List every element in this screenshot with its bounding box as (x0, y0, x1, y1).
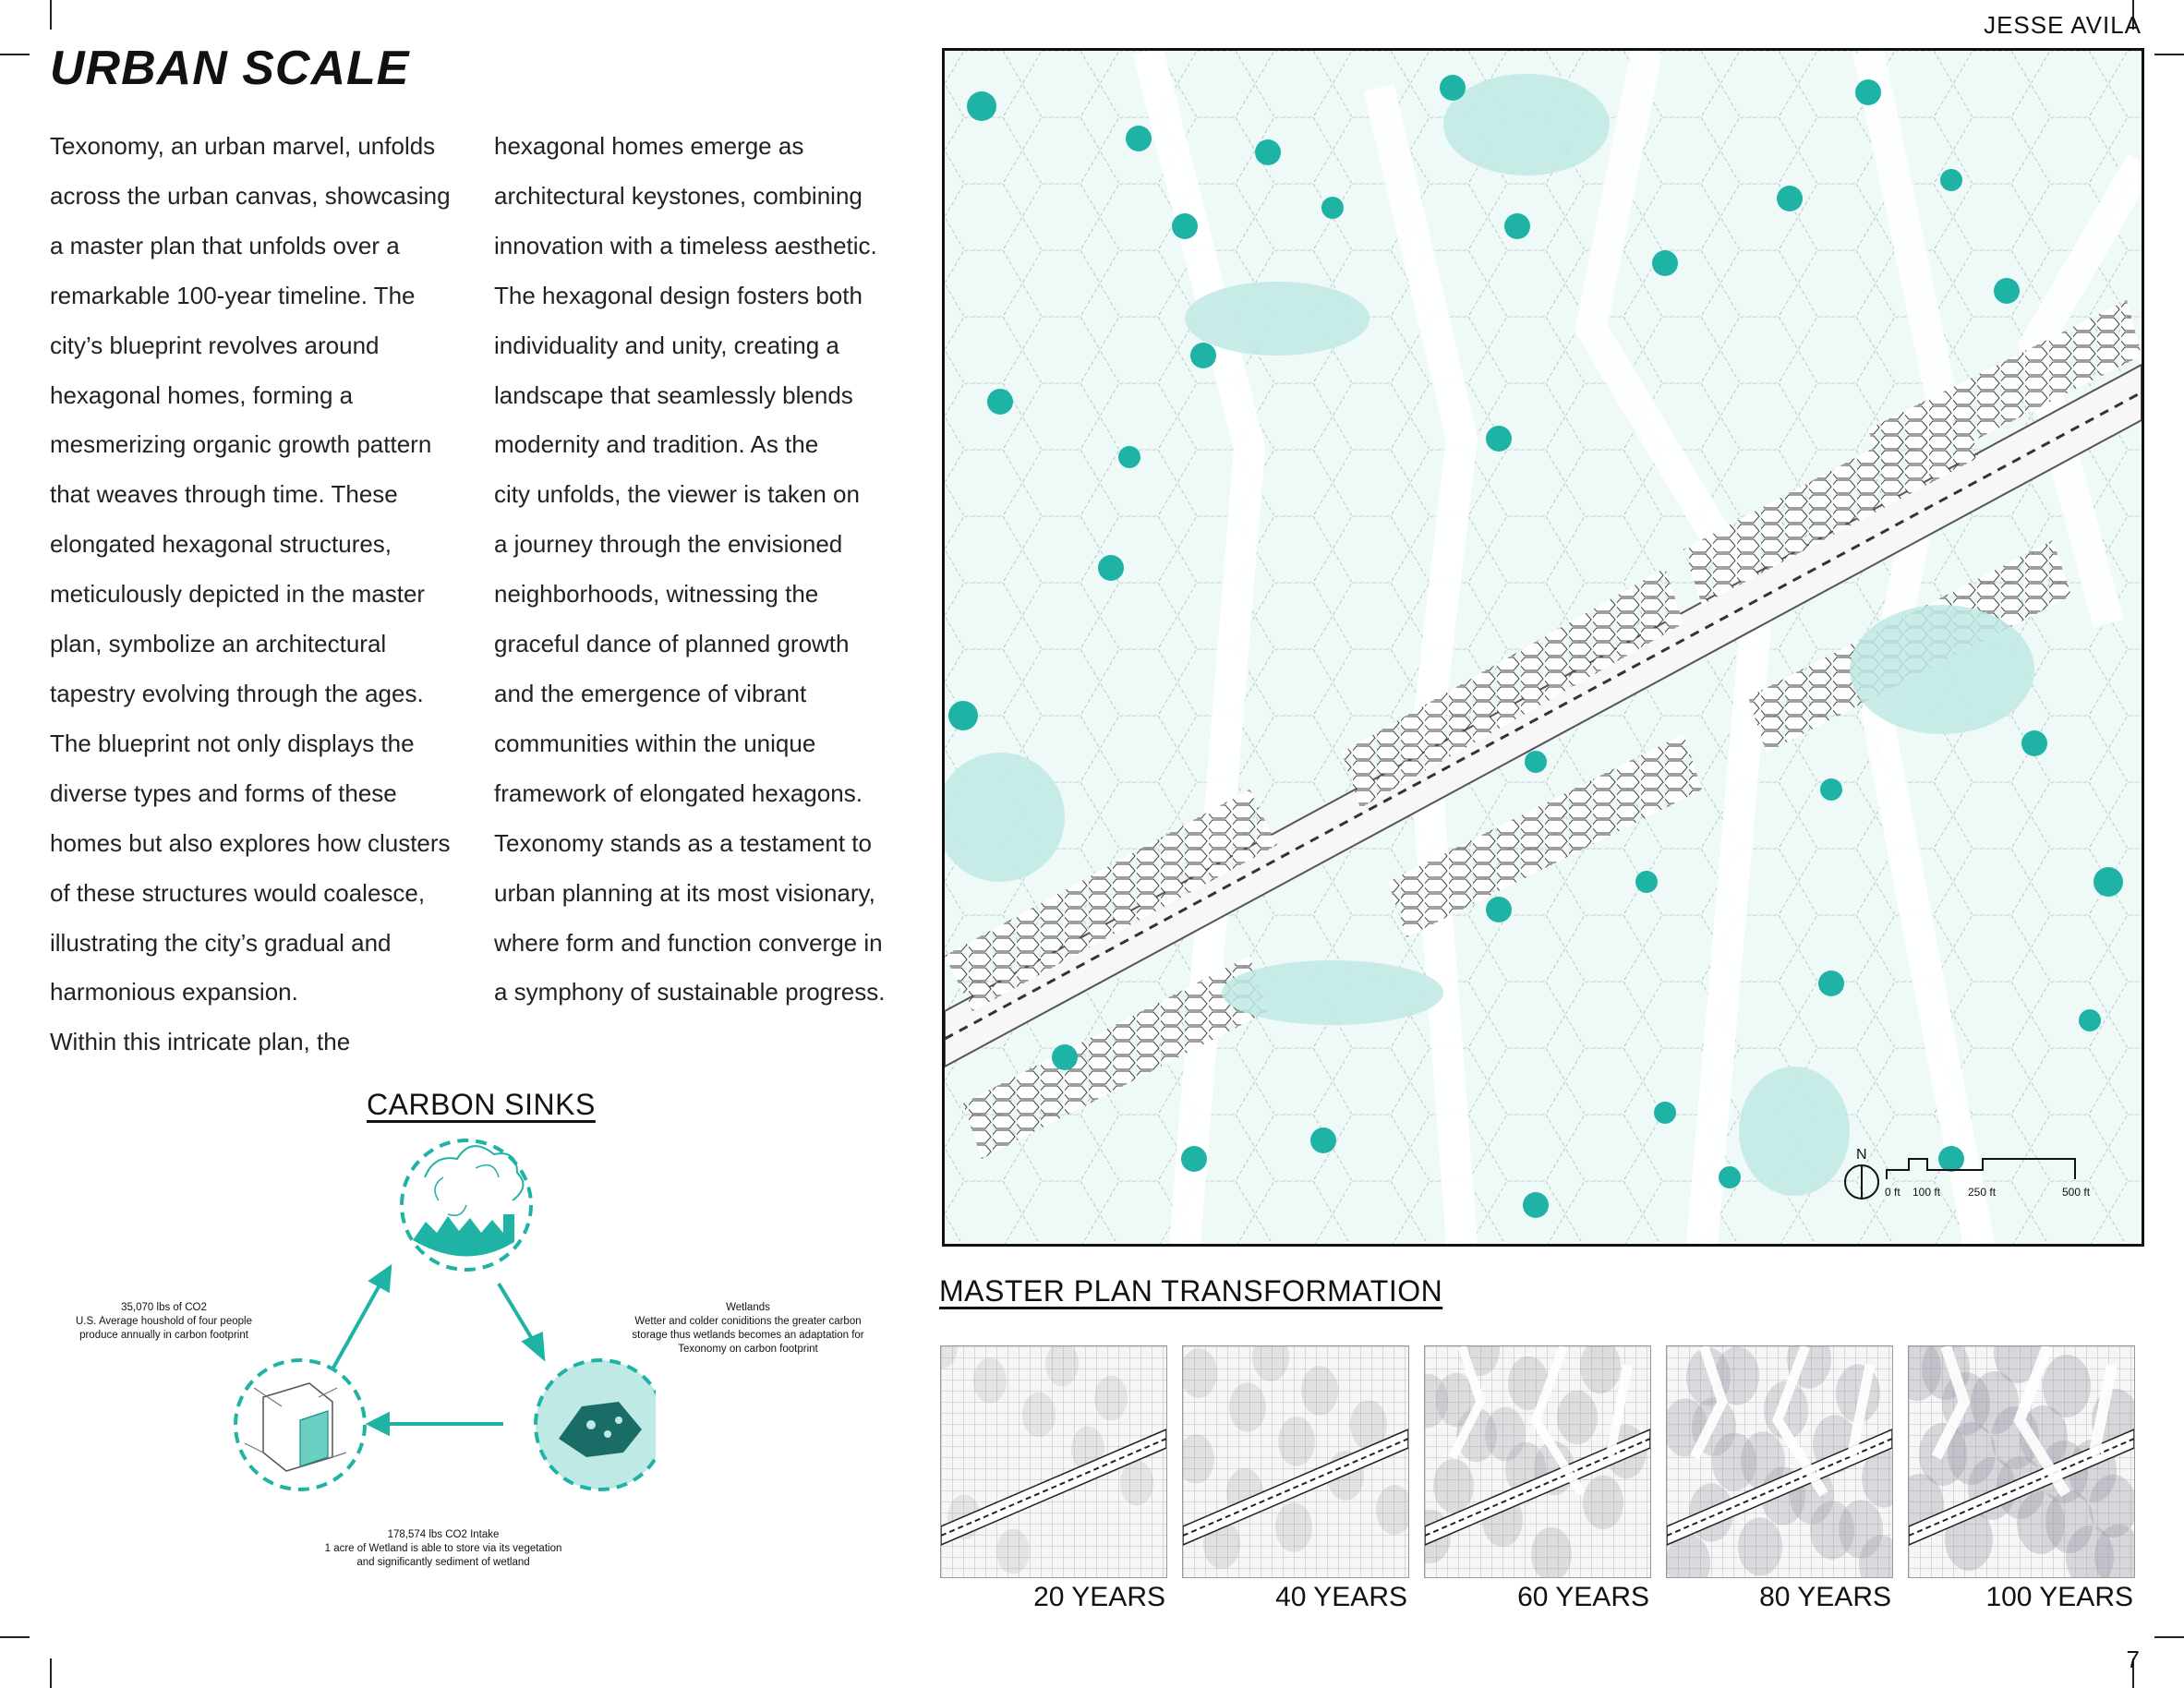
body-text-line: city’s blueprint revolves around (50, 331, 380, 359)
body-text-line: city unfolds, the viewer is taken on (494, 480, 860, 509)
body-text-line: homes but also explores how clusters (50, 828, 451, 857)
body-text-line: communities within the unique (494, 729, 816, 757)
carbon-cycle-diagram (212, 1131, 656, 1519)
intake-desc: 1 acre of Wetland is able to store via its vegetation (324, 1543, 562, 1554)
body-text-line: graceful dance of planned growth (494, 630, 850, 658)
transformation-thumbnail (1666, 1345, 1893, 1578)
crop-mark (2154, 1636, 2184, 1638)
crop-mark (0, 1636, 30, 1638)
body-text-line: hexagonal homes emerge as (494, 132, 804, 160)
household-desc: U.S. Average houshold of four people (76, 1316, 252, 1327)
household-circle (402, 1140, 531, 1270)
body-text-line: plan, symbolize an architectural (50, 630, 387, 658)
transformation-thumbnail (1424, 1345, 1651, 1578)
scale-label: 250 ft (1968, 1186, 1997, 1199)
crop-mark (0, 54, 30, 55)
body-text-line: meticulously depicted in the master (50, 580, 426, 609)
scale-label: 100 ft (1913, 1186, 1941, 1199)
body-text-line: illustrating the city’s gradual and (50, 928, 392, 957)
body-text-line: elongated hexagonal structures, (50, 530, 392, 559)
body-text-line: across the urban canvas, showcasing (50, 181, 451, 210)
body-text-line: landscape that seamlessly blends (494, 380, 853, 409)
body-text-line: Texonomy, an urban marvel, unfolds (50, 132, 436, 160)
page-title: URBAN SCALE (50, 42, 410, 95)
body-text-line: framework of elongated hexagons. (494, 778, 863, 807)
body-text-line: modernity and tradition. As the (494, 430, 819, 459)
body-text-column-1 (50, 122, 484, 1067)
map-drawing (945, 51, 2142, 1244)
body-text-line: a master plan that unfolds over a (50, 231, 400, 259)
body-text-line: diverse types and forms of these (50, 778, 397, 807)
body-text-line: Texonomy stands as a testament to (494, 828, 872, 857)
wetlands-desc: storage thus wetlands becomes an adaptation for (632, 1330, 864, 1341)
household-caption (51, 1301, 277, 1343)
body-text-line: harmonious expansion. (50, 978, 298, 1007)
master-plan-map (942, 48, 2144, 1247)
carbon-sinks-heading: CARBON SINKS (367, 1088, 596, 1121)
body-text-line: a journey through the envisioned (494, 530, 843, 559)
wetlands-desc: Texonomy on carbon footprint (678, 1344, 818, 1355)
body-text-line: tapestry evolving through the ages. (50, 679, 424, 707)
master-plan-heading: MASTER PLAN TRANSFORMATION (939, 1274, 1443, 1308)
crop-mark (50, 1658, 52, 1688)
transformation-thumbnail (1182, 1345, 1409, 1578)
body-text-line: of these structures would coalesce, (50, 878, 426, 907)
scale-label: 0 ft (1885, 1186, 1900, 1199)
body-text-line: architectural keystones, combining (494, 181, 863, 210)
household-desc: produce annually in carbon footprint (79, 1330, 248, 1341)
body-text-line: hexagonal homes, forming a (50, 380, 354, 409)
body-text-line: remarkable 100-year timeline. The (50, 281, 416, 309)
household-value: 35,070 lbs of CO2 (121, 1302, 207, 1313)
transformation-thumbnail (940, 1345, 1167, 1578)
transformation-stage-label: 80 YEARS (1759, 1582, 1891, 1612)
wetlands-caption (591, 1301, 905, 1356)
body-text-line: a symphony of sustainable progress. (494, 978, 886, 1007)
body-text-line: innovation with a timeless aesthetic. (494, 231, 877, 259)
author-name: JESSE AVILA (1984, 11, 2142, 39)
body-text-column-2 (494, 122, 900, 1018)
scale-label: 500 ft (2062, 1186, 2091, 1199)
body-text-line: Within this intricate plan, the (50, 1028, 351, 1056)
body-text-line: urban planning at its most visionary, (494, 878, 875, 907)
north-label: N (1856, 1147, 1867, 1163)
transformation-stage-label: 100 YEARS (1985, 1582, 2133, 1612)
body-text-line: The hexagonal design fosters both (494, 281, 863, 309)
body-text-line: neighborhoods, witnessing the (494, 580, 819, 609)
wetland-circle (536, 1360, 656, 1489)
transformation-stage-label: 40 YEARS (1275, 1582, 1407, 1612)
page-number: 7 (2126, 1646, 2140, 1673)
transformation-stage-label: 60 YEARS (1517, 1582, 1649, 1612)
transformation-stage-label: 20 YEARS (1033, 1582, 1165, 1612)
intake-desc: and significantly sediment of wetland (356, 1557, 530, 1568)
transformation-thumbnail (1908, 1345, 2135, 1578)
body-text-line: that weaves through time. These (50, 480, 398, 509)
body-text-line: mesmerizing organic growth pattern (50, 430, 432, 459)
intake-caption (277, 1528, 609, 1570)
body-text-line: The blueprint not only displays the (50, 729, 415, 757)
intake-value: 178,574 lbs CO2 Intake (387, 1529, 500, 1540)
body-text-line: where form and function converge in (494, 928, 883, 957)
crop-mark (50, 0, 52, 30)
body-text-line: individuality and unity, creating a (494, 331, 839, 359)
wetlands-desc: Wetter and colder coniditions the greater carbon (634, 1316, 862, 1327)
body-text-line: and the emergence of vibrant (494, 679, 807, 707)
building-circle (235, 1360, 365, 1489)
wetlands-title: Wetlands (726, 1302, 770, 1313)
crop-mark (2154, 54, 2184, 55)
